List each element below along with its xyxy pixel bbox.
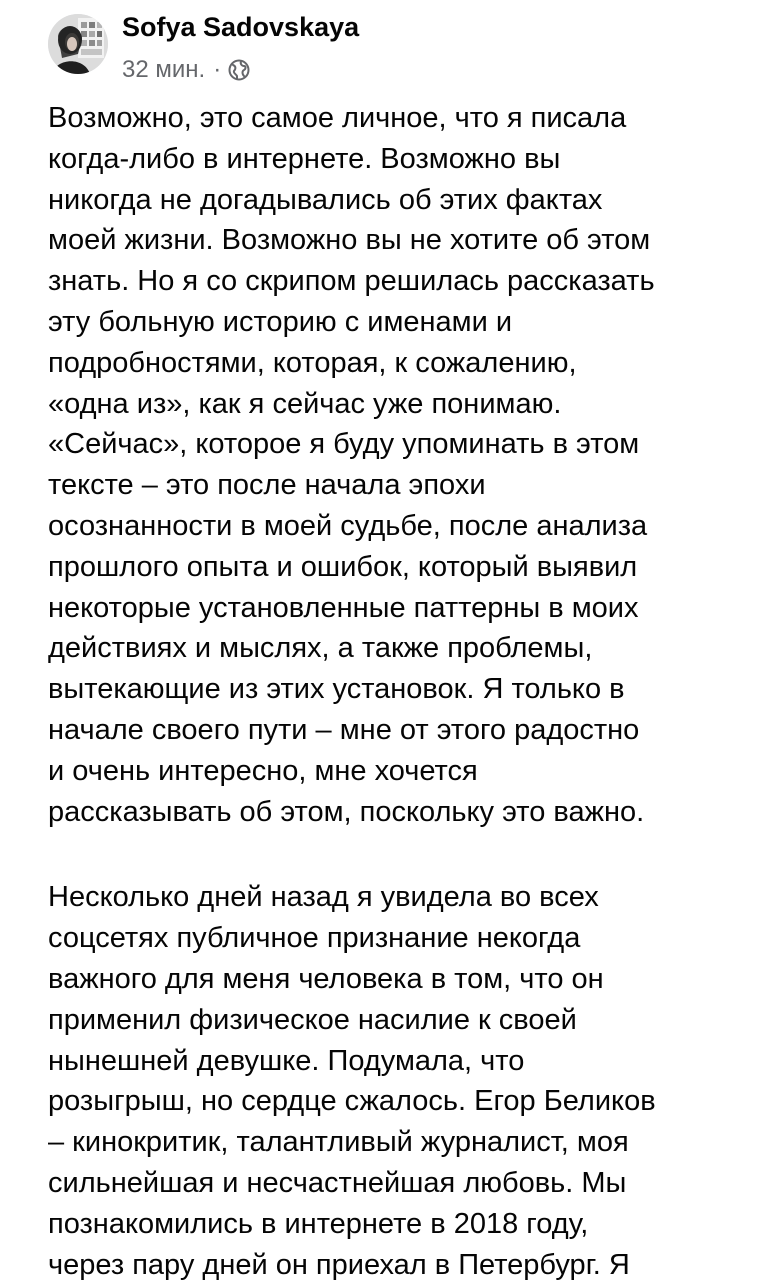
text-line: нынешней девушке. Подумала, что [48,1044,525,1077]
text-line: – кинокритик, талантливый журналист, моя [48,1126,629,1159]
text-line: важного для меня человека в том, что он [48,962,604,995]
meta-separator: · [213,56,222,83]
text-line: никогда не догадывались об этих фактах [48,183,603,216]
post-timestamp[interactable]: 32 мин. [122,56,206,83]
post-paragraph-1 [48,98,738,832]
text-line: рассказывать об этом, поскольку это важно. [48,795,645,828]
text-line: познакомились в интернете в 2018 году, [48,1207,589,1240]
text-line: вытекающие из этих установок. Я только в [48,673,625,706]
text-line: подробностями, которая, к сожалению, [48,346,577,379]
text-line: прошлого опыта и ошибок, который выявил [48,550,638,583]
author-name[interactable]: Sofya Sadovskaya [122,12,360,42]
post-meta [122,54,251,86]
post-paragraph-2 [48,877,738,1285]
text-line: моей жизни. Возможно вы не хотите об этом [48,224,651,257]
text-line: некоторые установленные паттерны в моих [48,591,639,624]
post-body [48,98,738,1285]
text-line: и очень интересно, мне хочется [48,754,478,787]
text-line: Возможно, это самое личное, что я писала [48,102,627,134]
text-line: применил физическое насилие к своей [48,1003,577,1036]
text-line: через пару дней он приехал в Петербург. Я [48,1248,630,1281]
text-line: знать. Но я со скрипом решилась рассказать [48,265,655,298]
text-line: «одна из», как я сейчас уже понимаю. [48,387,562,420]
paragraph-gap [48,832,738,877]
globe-icon [227,58,251,82]
avatar[interactable] [48,14,108,74]
text-line: осознанности в моей судьбе, после анализа [48,509,648,542]
text-line: когда-либо в интернете. Возможно вы [48,142,561,175]
avatar-image [48,14,108,74]
post-header [48,8,748,88]
text-line: эту больную историю с именами и [48,305,513,338]
text-line: сильнейшая и несчастнейшая любовь. Мы [48,1166,627,1199]
text-line: Несколько дней назад я увидела во всех [48,881,599,914]
text-line: тексте – это после начала эпохи [48,469,486,502]
text-line: действиях и мыслях, а также проблемы, [48,632,593,665]
text-line: «Сейчас», которое я буду упоминать в этом [48,428,640,461]
text-line: соцсетях публичное признание некогда [48,922,581,955]
text-line: розыгрыш, но сердце сжалось. Егор Беликов [48,1085,656,1118]
text-line: начале своего пути – мне от этого радостно [48,713,640,746]
